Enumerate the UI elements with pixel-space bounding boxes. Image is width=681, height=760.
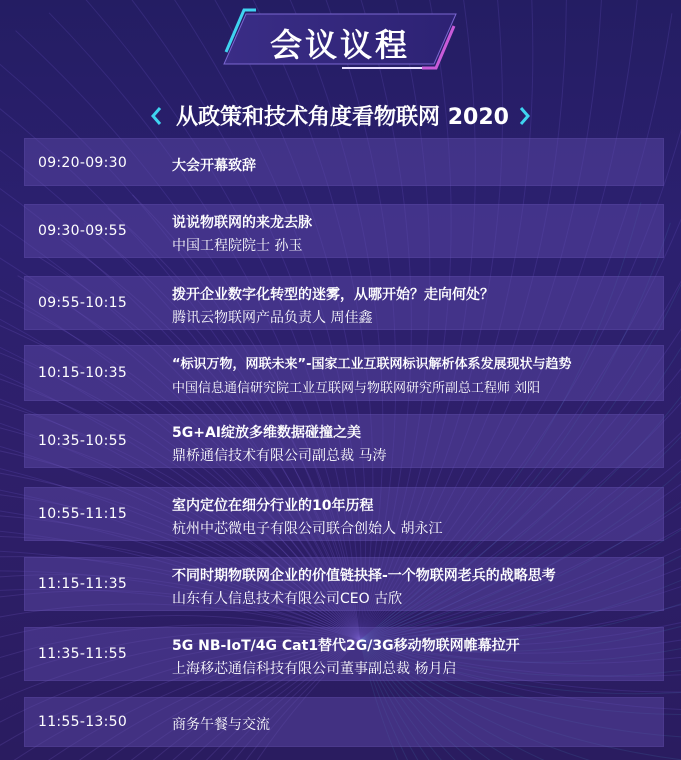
agenda-time: 11:55-13:50 [38, 714, 128, 730]
agenda-time: 09:30-09:55 [38, 223, 128, 239]
agenda-row [24, 557, 664, 611]
agenda-time: 11:15-11:35 [38, 576, 128, 592]
agenda-speaker: 腾讯云物联网产品负责人 周佳鑫 [172, 310, 373, 326]
agenda-speaker: 鼎桥通信技术有限公司副总裁 马涛 [172, 448, 387, 464]
agenda-row [24, 345, 664, 401]
agenda-speaker: 中国工程院院士 孙玉 [172, 238, 303, 254]
agenda-topic: 说说物联网的来龙去脉 [172, 215, 312, 231]
agenda-row [24, 276, 664, 330]
agenda-speaker: 山东有人信息技术有限公司CEO 古欣 [172, 591, 403, 607]
agenda-topic: 拨开企业数字化转型的迷雾，从哪开始？走向何处？ [172, 287, 494, 303]
agenda-topic: 室内定位在细分行业的10年历程 [172, 498, 374, 514]
chevron-left-icon [150, 106, 162, 126]
conference-subtitle [0, 100, 681, 131]
agenda-time: 10:35-10:55 [38, 433, 128, 449]
agenda-time: 09:20-09:30 [38, 155, 128, 171]
agenda-speaker: 上海移芯通信科技有限公司董事副总裁 杨月启 [172, 661, 457, 677]
agenda-time: 09:55-10:15 [38, 295, 128, 311]
chevron-right-icon [519, 106, 531, 126]
agenda-row [24, 487, 664, 541]
title-banner [222, 8, 458, 70]
agenda-topic: 大会开幕致辞 [172, 158, 256, 174]
page-title: 会议议程 [269, 26, 410, 64]
agenda-topic: 不同时期物联网企业的价值链抉择-一个物联网老兵的战略思考 [172, 568, 556, 584]
agenda-time: 10:55-11:15 [38, 506, 128, 522]
agenda-topic: 5G NB-IoT/4G Cat1替代2G/3G移动物联网帷幕拉开 [172, 638, 520, 654]
agenda-row [24, 204, 664, 258]
agenda-row [24, 414, 664, 468]
agenda-topic: 商务午餐与交流 [172, 717, 270, 733]
agenda-time: 10:15-10:35 [38, 365, 128, 381]
agenda-time: 11:35-11:55 [38, 646, 128, 662]
subtitle-text: 从政策和技术角度看物联网 2020 [176, 105, 509, 130]
agenda-speaker: 杭州中芯微电子有限公司联合创始人 胡永江 [172, 521, 443, 537]
agenda-speaker: 中国信息通信研究院工业互联网与物联网研究所副总工程师 刘阳 [172, 381, 541, 396]
agenda-row [24, 697, 664, 747]
agenda-topic: “标识万物，网联未来”-国家工业互联网标识解析体系发展现状与趋势 [172, 357, 572, 372]
agenda-row [24, 138, 664, 186]
agenda-row [24, 627, 664, 681]
agenda-topic: 5G+AI绽放多维数据碰撞之美 [172, 425, 362, 441]
